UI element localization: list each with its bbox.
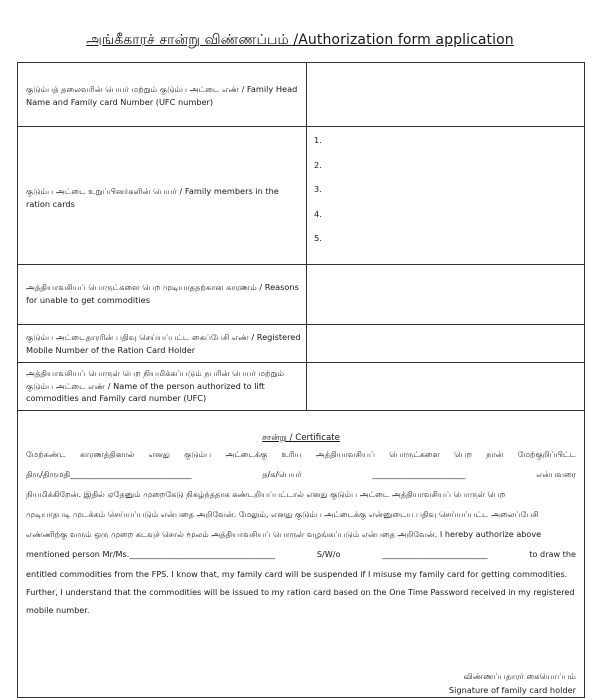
swo-blank: __________________________ xyxy=(382,549,488,559)
certificate-line xyxy=(26,469,576,481)
reason-row xyxy=(18,265,584,325)
cert-word: அத்தியாவசியப் xyxy=(315,449,375,459)
signature-block xyxy=(449,669,576,697)
certificate-line: entitled commodities from the FPS. I know that, my family card will be suspended if I misuse my family card for getting commodities. xyxy=(26,569,568,579)
name-blank-1: திரு/திருமதி______________________________ xyxy=(26,469,192,479)
certificate-line: Further, I understand that the commodities will be issued to my ration card based on the One Time Password received in my registered xyxy=(26,587,575,597)
certificate-line xyxy=(26,549,576,559)
column-divider xyxy=(306,325,307,362)
cert-word: நான் xyxy=(486,449,504,459)
column-divider xyxy=(306,363,307,410)
page-title: அங்கீகாரச் சான்று விண்ணப்பம் /Authorization form application xyxy=(86,32,514,48)
authorization-form-table xyxy=(17,62,585,698)
cert-word: மேற்கண்ட xyxy=(26,449,66,459)
swo-label: S/W/o xyxy=(316,549,341,559)
mobile-label: குடும்ப அட்டைதாரரின் பதிவு செய்யப்பட்ட கைப்பேசி எண் / Registered Mobile Number of the Ration Card Holder xyxy=(26,332,301,355)
member-number-list xyxy=(314,135,322,258)
authorized-person-label: அத்தியாவசியப் பொருள் பெற நியமிக்கப்படும் நபரின் பெயர் மற்றும் குடும்ப அட்டை எண் / Name of the person authorized to lift commodities and Family card number (UFC) xyxy=(26,368,285,403)
family-members-label: குடும்ப அட்டை உறுப்பினர்களின் பெயர் / Family members in the ration cards xyxy=(26,186,279,209)
authorized-person-row xyxy=(18,363,584,411)
certificate-line: முடியாதபடி முடக்கம் செய்யப்படும் என்பதை அறிவேன். மேலும், எனது குடும்ப அட்டைக்கு என்னுடைய பதிவு செய்யப்பட்ட அலைப்பேசி xyxy=(26,509,539,519)
cert-word: எனது xyxy=(148,449,170,459)
family-head-row xyxy=(18,63,584,127)
certificate-line: நியமிக்கிறேன். இதில் ஏதேனும் முறைகேடு நிகழ்ந்ததாக கண்டறியப்பட்டால் எனது குடும்ப அட்டை அத்தியாவசியப் பொருள் பெற xyxy=(26,489,506,499)
certificate-title: சான்று / Certificate xyxy=(262,433,340,443)
member-number: 3. xyxy=(314,184,322,194)
cert-word: காரணத்தினால் xyxy=(79,449,135,459)
signature-english: Signature of family card holder xyxy=(448,685,576,695)
member-number: 2. xyxy=(314,159,322,170)
person-name-blank: mentioned person Mr/Ms.____________________________________ xyxy=(26,549,276,559)
cert-word: to draw the xyxy=(529,549,576,559)
certificate-line xyxy=(26,449,576,461)
reason-label: அத்தியாவசியப் பொருட்களை பெற முடியாததற்கான காரணம் / Reasons for unable to get commodities xyxy=(26,282,299,305)
member-number: 4. xyxy=(314,208,322,219)
column-divider xyxy=(306,127,307,264)
cert-word: மேற்குறிப்பிட்ட xyxy=(517,449,576,459)
member-number: 1. xyxy=(314,135,322,145)
family-members-row xyxy=(18,127,584,265)
column-divider xyxy=(306,265,307,324)
cert-word: பொருட்களை xyxy=(389,449,440,459)
certificate-line: mobile number. xyxy=(26,605,90,615)
relation-label: த/க/பெயர் xyxy=(262,469,302,479)
certificate-line: எண்ணிற்கு வரும் ஒரு முறை கடவுச் சொல் மூலம் அத்தியாவசியப் பொருள் வழங்கப்படும் என்பதை அறிவேன். I hereby authorize above xyxy=(26,529,542,539)
signature-tamil: விண்ணப்பதாரர் கையொப்பம் xyxy=(463,671,576,681)
column-divider xyxy=(306,63,307,126)
cert-word: பெற xyxy=(454,449,472,459)
cert-word: குடும்ப xyxy=(184,449,212,459)
family-head-label: குடும்பத் தலைவரின் பெயர் மற்றும் குடும்ப அட்டை எண் / Family Head Name and Family card Number (UFC number) xyxy=(26,84,298,107)
cert-word: உரிய xyxy=(281,449,302,459)
name-blank-2: _______________________ xyxy=(372,469,466,479)
cert-word: அட்டைக்கு xyxy=(225,449,268,459)
cert-word: என்பவரை xyxy=(536,469,576,479)
mobile-row xyxy=(18,325,584,363)
member-number: 5. xyxy=(314,233,322,243)
